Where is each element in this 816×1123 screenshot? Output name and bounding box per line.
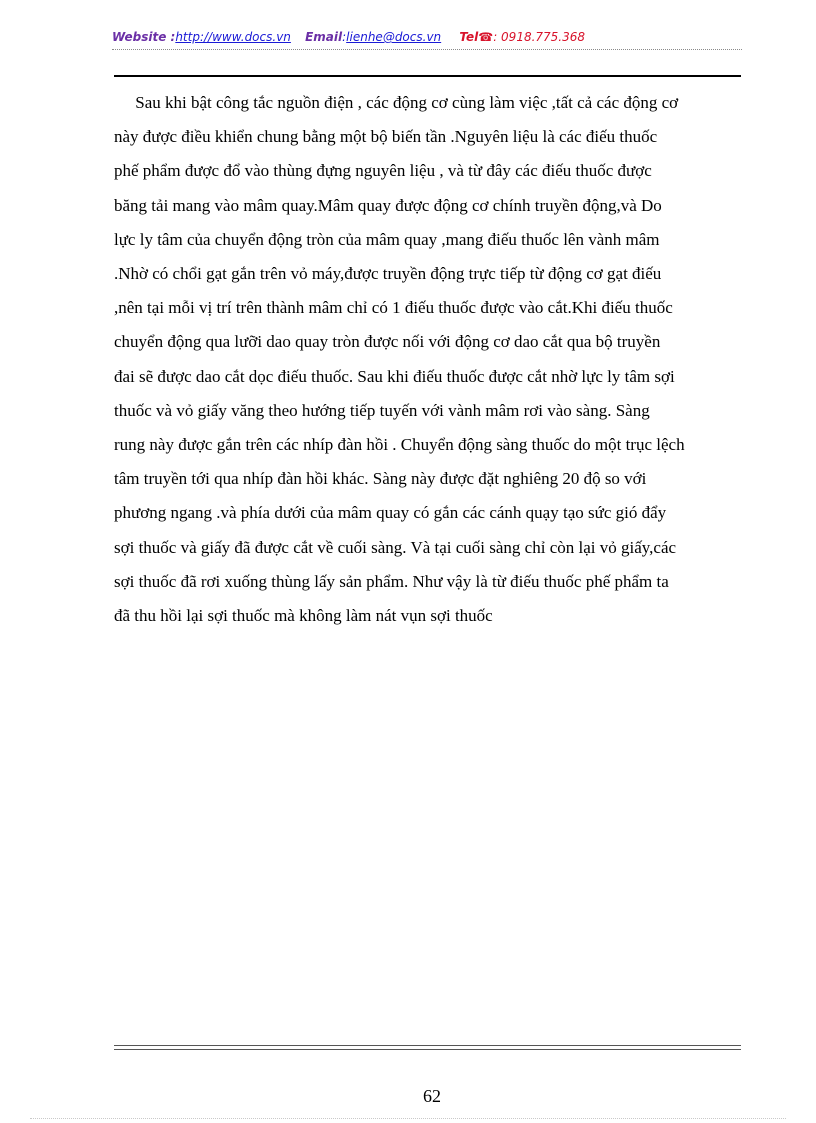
body-line: ,nên tại mỗi vị trí trên thành mâm chỉ có 1 điếu thuốc được vào cắt.Khi điếu thuốc bbox=[114, 298, 673, 318]
body-line: băng tải mang vào mâm quay.Mâm quay được động cơ chính truyền động,và Do bbox=[114, 195, 662, 215]
body-line: phương ngang .và phía dưới của mâm quay có gắn các cánh quạy tạo sức gió đẩy bbox=[114, 503, 667, 523]
phone-number: : 0918.775.368 bbox=[493, 30, 586, 44]
phone-icon: ☎ bbox=[478, 30, 494, 44]
body-line: rung này được gắn trên các nhíp đàn hồi . Chuyển động sàng thuốc do một trục lệch bbox=[114, 435, 685, 455]
footer-rule-bottom bbox=[114, 1049, 741, 1050]
body-line: chuyển động qua lưỡi dao quay tròn được nối với động cơ dao cắt qua bộ truyền bbox=[114, 332, 661, 352]
body-line: tâm truyền tới qua nhíp đàn hồi khác. Sàng này được đặt nghiêng 20 độ so với bbox=[114, 469, 647, 489]
body-line: lực ly tâm của chuyển động tròn của mâm quay ,mang điếu thuốc lên vành mâm bbox=[114, 229, 660, 249]
email-link[interactable]: lienhe@docs.vn bbox=[346, 30, 442, 44]
page-number: 62 bbox=[423, 1086, 441, 1106]
body-line: thuốc và vỏ giấy văng theo hướng tiếp tuyến với vành mâm rơi vào sàng. Sàng bbox=[114, 400, 650, 420]
website-label: Website : bbox=[112, 30, 176, 44]
header-dotted-rule bbox=[112, 49, 742, 50]
body-line: phế phẩm được đổ vào thùng đựng nguyên liệu , và từ đây các điếu thuốc được bbox=[114, 161, 652, 181]
header-rule bbox=[114, 75, 741, 77]
body-line: sợi thuốc và giấy đã được cắt về cuối sàng. Và tại cuối sàng chỉ còn lại vỏ giấy,các bbox=[114, 537, 677, 557]
body-line: .Nhờ có chổi gạt gắn trên vỏ máy,được truyền động trực tiếp từ động cơ gạt điếu bbox=[114, 264, 662, 284]
tel-label: Tel bbox=[459, 30, 479, 44]
body-line: này được điều khiển chung bằng một bộ biến tần .Nguyên liệu là các điếu thuốc bbox=[114, 127, 658, 147]
body-line: đã thu hồi lại sợi thuốc mà không làm nát vụn sợi thuốc bbox=[114, 606, 493, 626]
body-paragraph bbox=[114, 86, 741, 633]
email-separator: : bbox=[342, 30, 347, 44]
body-line: sợi thuốc đã rơi xuống thùng lấy sản phẩm. Như vậy là từ điếu thuốc phế phẩm ta bbox=[114, 571, 669, 591]
body-line: đai sẽ được dao cắt dọc điếu thuốc. Sau khi điếu thuốc được cắt nhờ lực ly tâm sợi bbox=[114, 366, 675, 386]
page-header bbox=[112, 30, 742, 50]
website-link[interactable]: http://www.docs.vn bbox=[175, 30, 291, 44]
email-label: Email bbox=[305, 30, 343, 44]
page-edge-dotted-rule bbox=[30, 1118, 786, 1119]
body-line: Sau khi bật công tắc nguồn điện , các động cơ cùng làm việc ,tất cả các động cơ bbox=[114, 93, 679, 112]
footer-rule-top bbox=[114, 1045, 741, 1046]
